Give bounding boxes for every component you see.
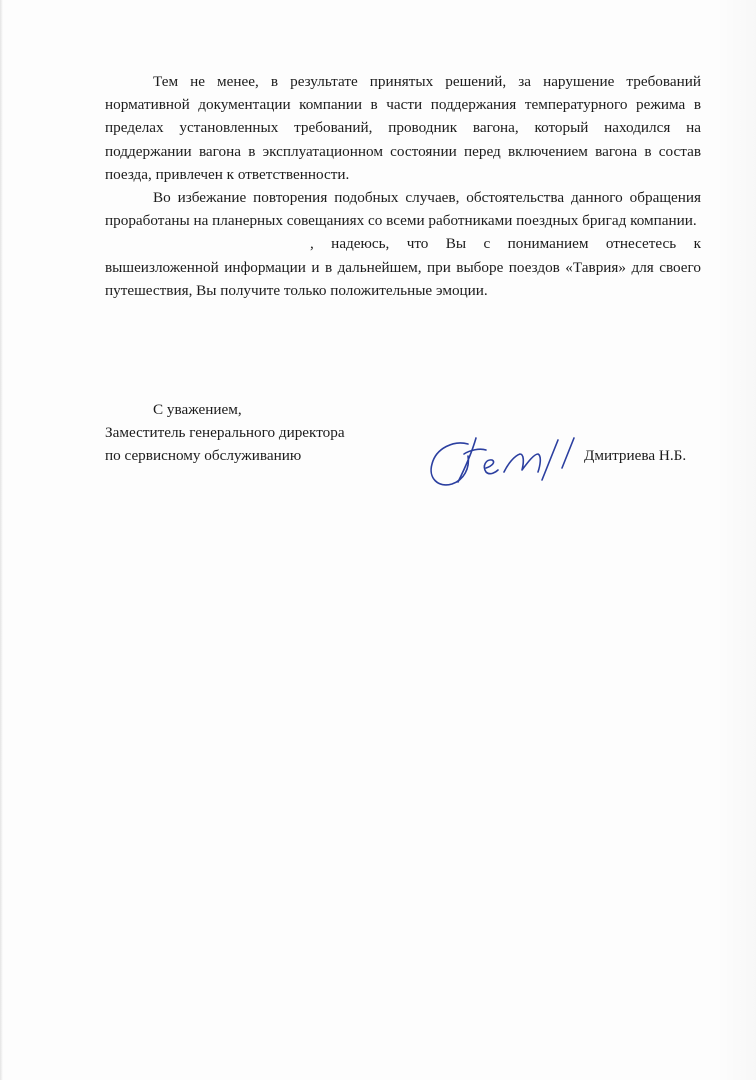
closing-regards: С уважением, (153, 401, 242, 418)
letter-body (105, 70, 701, 302)
paragraph-hope: , надеюсь, что Вы с пониманием отнесетесь к вышеизложенной информации и в дальнейшем, при выборе поездов «Таврия» для своего путешествия, Вы получите только положительные эмоции. (105, 235, 701, 299)
handwritten-signature (424, 424, 584, 494)
signer-title-line-2: по сервисному обслуживанию (105, 447, 302, 465)
scan-shadow (716, 0, 756, 1080)
paragraph-prevention: Во избежание повторения подобных случаев, обстоятельства данного обращения проработаны на планерных совещаниях со всеми работниками поездных бригад компании. (105, 189, 701, 230)
paragraph-responsibility: Тем не менее, в результате принятых решений, за нарушение требований нормативной документации компании в части поддержания температурного режима в пределах установленных требований, проводник вагона, который находился на поддержании вагона в эксплуатационном состоянии перед включением вагона в состав поезда, привлечен к ответственности. (105, 73, 701, 183)
signer-title-line-1: Заместитель генерального директора (105, 424, 345, 442)
closing-block (105, 398, 405, 468)
scan-edge (0, 0, 3, 1080)
signer-name: Дмитриева Н.Б. (584, 447, 687, 464)
